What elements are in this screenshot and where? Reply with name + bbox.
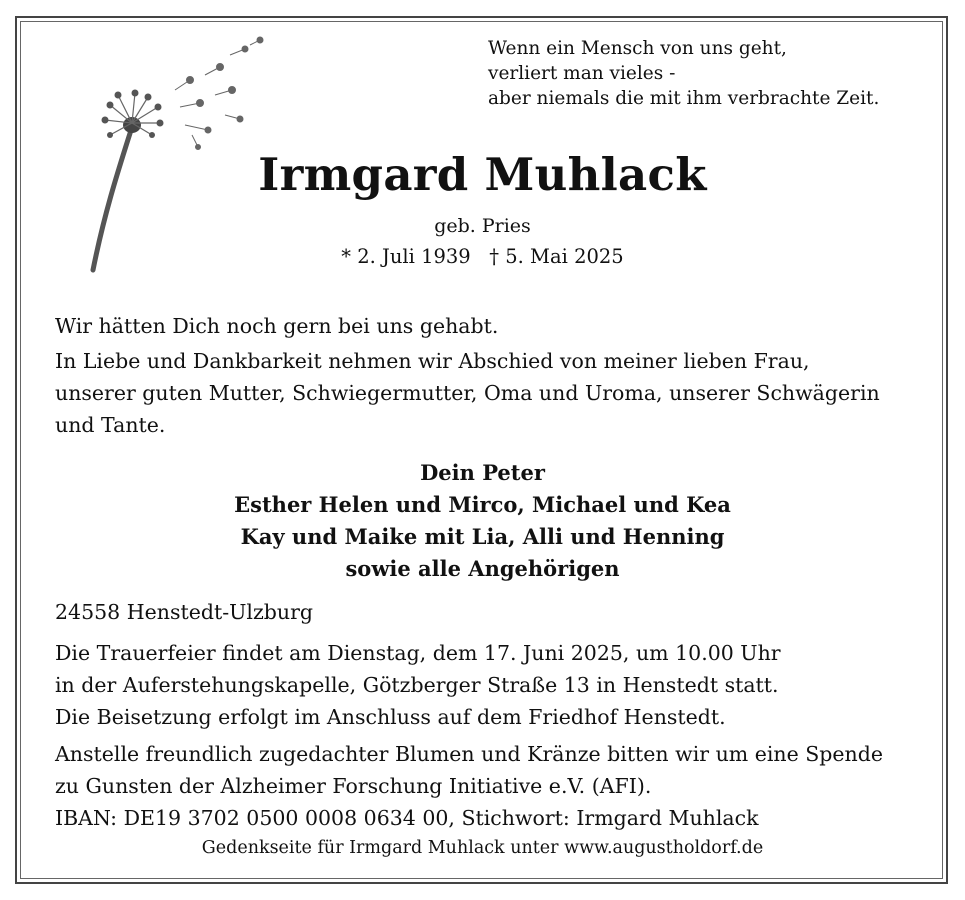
ceremony-line: Die Trauerfeier findet am Dienstag, dem 17. Juni 2025, um 10.00 Uhr bbox=[55, 641, 781, 665]
donation-text bbox=[55, 738, 915, 834]
memorial-page-link[interactable]: Gedenkseite für Irmgard Muhlack unter www.augustholdorf.de bbox=[201, 838, 764, 858]
intro-text: Wir hätten Dich noch gern bei uns gehabt. bbox=[55, 314, 499, 338]
signer-line: Dein Peter bbox=[420, 460, 545, 485]
ceremony-line: Die Beisetzung erfolgt im Anschluss auf dem Friedhof Henstedt. bbox=[55, 705, 726, 729]
donation-line: IBAN: DE19 3702 0500 0008 0634 00, Stichwort: Irmgard Muhlack bbox=[55, 806, 759, 830]
ceremony-line: in der Auferstehungskapelle, Götzberger Straße 13 in Henstedt statt. bbox=[55, 673, 779, 697]
quote-line: aber niemals die mit ihm verbrachte Zeit. bbox=[488, 88, 880, 109]
farewell-line: unserer guten Mutter, Schwiegermutter, Oma und Uroma, unserer Schwägerin bbox=[55, 381, 880, 405]
signer-line: Esther Helen und Mirco, Michael und Kea bbox=[234, 492, 731, 517]
birth-name: geb. Pries bbox=[434, 215, 531, 237]
donation-line: Anstelle freundlich zugedachter Blumen und Kränze bitten wir um eine Spende bbox=[55, 742, 884, 766]
quote bbox=[488, 36, 928, 111]
donation-line: zu Gunsten der Alzheimer Forschung Initiative e.V. (AFI). bbox=[55, 774, 652, 798]
quote-line: verliert man vieles - bbox=[488, 63, 676, 84]
signers bbox=[0, 457, 965, 585]
life-dates: * 2. Juli 1939 † 5. Mai 2025 bbox=[341, 245, 624, 268]
ceremony-text bbox=[55, 637, 915, 733]
farewell-line: In Liebe und Dankbarkeit nehmen wir Abschied von meiner lieben Frau, bbox=[55, 349, 810, 373]
signer-line: sowie alle Angehörigen bbox=[345, 556, 620, 581]
quote-line: Wenn ein Mensch von uns geht, bbox=[488, 38, 787, 59]
farewell-line: und Tante. bbox=[55, 413, 166, 437]
signer-line: Kay und Maike mit Lia, Alli und Henning bbox=[240, 524, 725, 549]
deceased-name: Irmgard Muhlack bbox=[258, 148, 707, 201]
location: 24558 Henstedt-Ulzburg bbox=[55, 600, 314, 624]
farewell-text bbox=[55, 345, 915, 441]
